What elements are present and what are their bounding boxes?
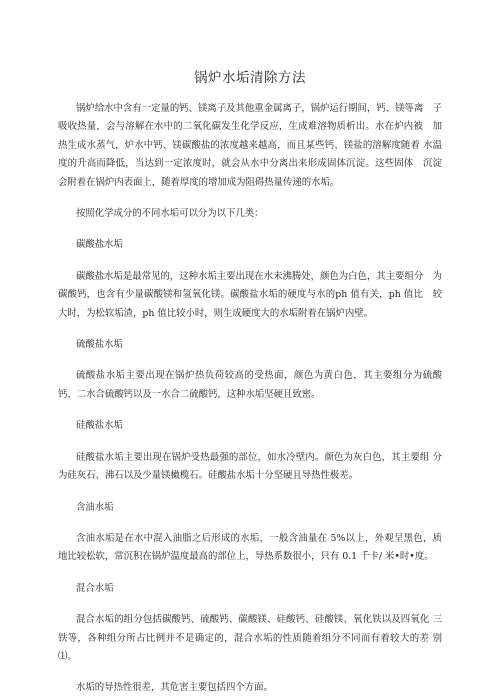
paragraph-silicate-scale: 硅酸盐水垢主要出现在锅炉受热最强的部位，如水冷壁内。颜色为灰白色，其主要组 分为硅灰石、沸石以及少量镁橄榄石。硅酸盐水垢十分坚硬且导热性极差。	[58, 451, 442, 482]
heading-mixed-scale: 混合水垢	[76, 582, 114, 594]
heading-oily-scale: 含油水垢	[76, 501, 114, 513]
paragraph-oily-scale: 含油水垢是在水中混入油脂之后形成的水垢，一般含油量在 5%以上，外观呈黑色，质 地比较松软，常沉积在锅炉温度最高的部位上，导热系数很小，只有 0.1 千卡/ 米•时•度。	[58, 532, 452, 563]
paragraph-hazards: 水垢的导热性很差，其危害主要包括四个方面。	[76, 682, 273, 694]
paragraph-mixed-scale: 混合水垢的组分包括碳酸钙、硫酸钙、碳酸镁、硅酸钙、硅酸镁、氧化铁以及四氧化 三铁等，各种组分所占比例并不是确定的，混合水垢的性质随着组分不同而有着较大的差 别⑴。	[58, 614, 442, 662]
paragraph-carbonate-scale: 碳酸盐水垢是最常见的，这种水垢主要出现在水未沸腾处，颜色为白色，其主要组分 为碳酸钙，也含有少量碳酸镁和氢氧化镁。碳酸盐水垢的硬度与水的ph 值有关，ph 值比 较大时，为松软垢渣，ph 值比较小时，则生成硬度大的水垢附着在锅炉内壁。	[58, 270, 442, 319]
document-title: 锅炉水垢清除方法	[194, 70, 306, 86]
heading-sulfate-scale: 硫酸盐水垢	[76, 339, 123, 351]
heading-silicate-scale: 硅酸盐水垢	[76, 420, 123, 432]
paragraph-classification: 按照化学成分的不同水垢可以分为以下几类：	[76, 208, 264, 220]
paragraph-sulfate-scale: 硫酸盐水垢主要出现在锅炉热负荷较高的受热面，颜色为黄白色，其主要组分为硫酸 钙、二水合硫酸钙以及一水合二硫酸钙，这种水垢坚硬且致密。	[58, 370, 442, 400]
heading-carbonate-scale: 碳酸盐水垢	[76, 239, 123, 251]
paragraph-intro: 锅炉给水中含有一定量的钙、镁离子及其他重金属离子，锅炉运行期间，钙、镁等离 子吸收热量，会与溶解在水中的二氧化碳发生化学反应，生成难溶物质析出。水在炉内被 加热生成水蒸气，炉水中钙、镁碳酸盐的浓度越来越高，而且某些钙、镁盐的溶解度随着 水温度的升高而降低，当达到一定浓度时，就会从水中分离出来形成固体沉淀。这些固体 沉淀会附着在锅炉内表面上，随着厚度的增加成为阻碍热量传递的水垢。	[58, 103, 442, 188]
document-body	[58, 100, 452, 698]
